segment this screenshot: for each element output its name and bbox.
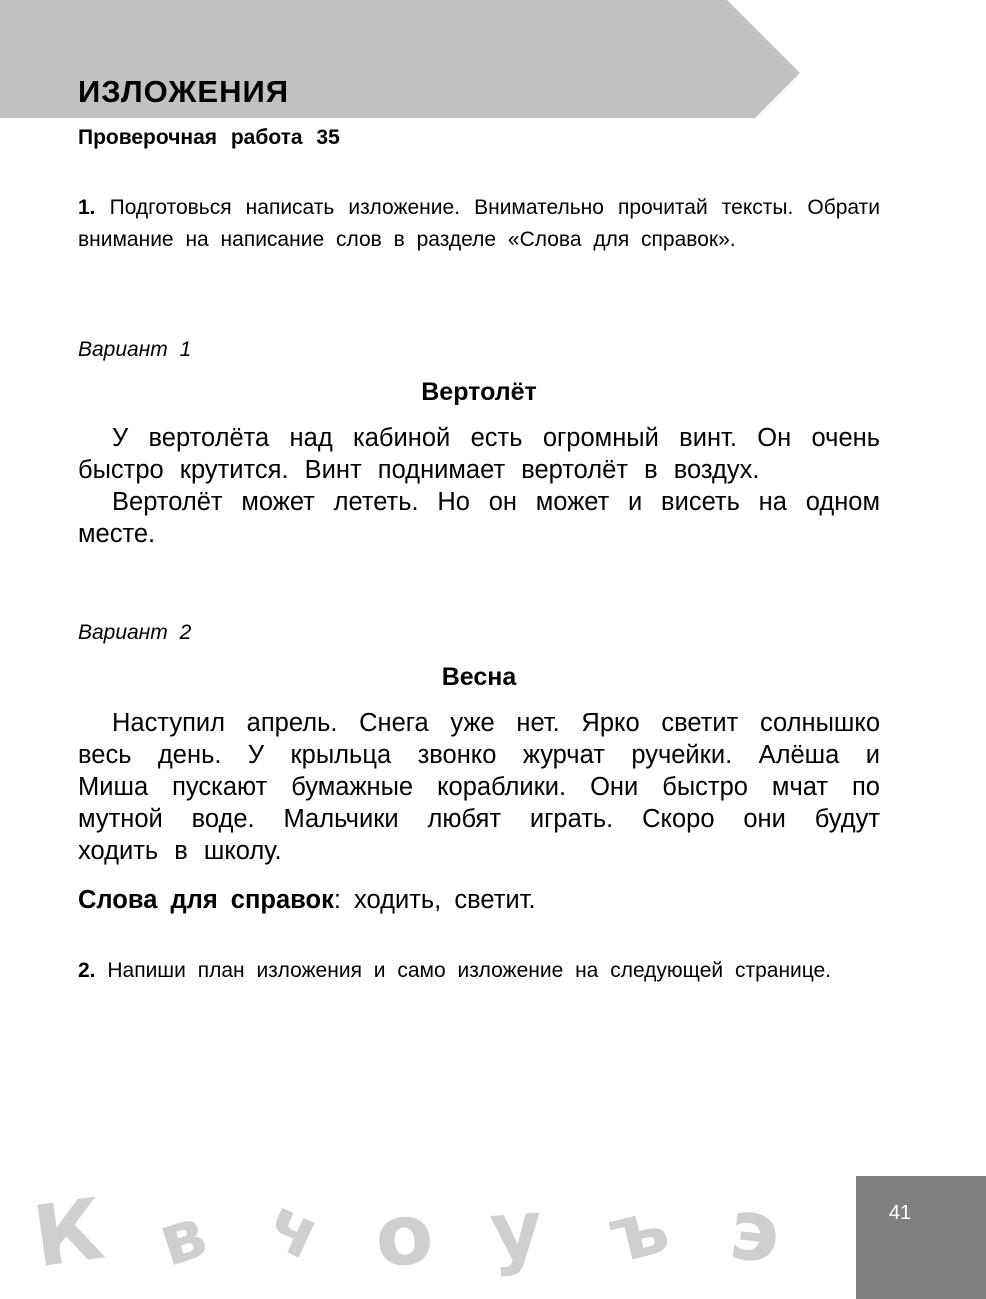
variant-1-label: Вариант 1	[78, 338, 192, 361]
decorative-letter: в	[148, 1191, 216, 1283]
variant-2-paragraph: Наступил апрель. Снега уже нет. Ярко светит солнышко весь день. У крыльца звонко журчат ручейки. Алёша и Миша пускают бумажные кораблики. Они быстро мчат по мутной воде. Мальчики любят играть. Скоро они будут ходить в школу.	[78, 709, 880, 865]
variant-2-text	[78, 707, 880, 867]
decorative-letter: у	[486, 1182, 546, 1279]
task-2	[78, 955, 880, 987]
decorative-letter: ч	[254, 1181, 334, 1277]
decorative-letter: о	[370, 1183, 438, 1287]
decorative-letter: ъ	[600, 1180, 678, 1281]
task-1-text: Подготовься написать изложение. Внимательно прочитай тексты. Обрати внимание на написание слов в разделе «Слова для справок».	[78, 196, 880, 251]
page-number-box	[856, 1176, 986, 1299]
reference-label: Слова для справок	[78, 886, 334, 914]
variant-2-title: Весна	[441, 663, 517, 691]
task-2-number: 2.	[78, 959, 96, 982]
variant-1-title: Вертолёт	[421, 378, 537, 406]
variant-1-text	[78, 422, 880, 550]
task-2-text: Напиши план изложения и само изложение на следующей странице.	[107, 959, 832, 982]
variant-2-label: Вариант 2	[78, 621, 192, 644]
task-1	[78, 192, 880, 256]
section-title: ИЗЛОЖЕНИЯ	[78, 74, 290, 109]
variant-1-paragraph: Вертолёт может лететь. Но он может и висеть на одном месте.	[78, 488, 880, 548]
decorative-letter: э	[725, 1179, 785, 1283]
variant-1-paragraph: У вертолёта над кабиной есть огромный винт. Он очень быстро крутится. Винт поднимает вертолёт в воздух.	[78, 424, 880, 484]
decorative-letter: К	[27, 1179, 110, 1287]
page-number: 41	[888, 1202, 912, 1224]
task-1-number: 1.	[78, 196, 96, 219]
reference-list: : ходить, светит.	[333, 886, 536, 914]
work-title: Проверочная работа 35	[78, 126, 340, 149]
decorative-letters	[20, 1170, 840, 1287]
reference-words	[78, 886, 536, 915]
